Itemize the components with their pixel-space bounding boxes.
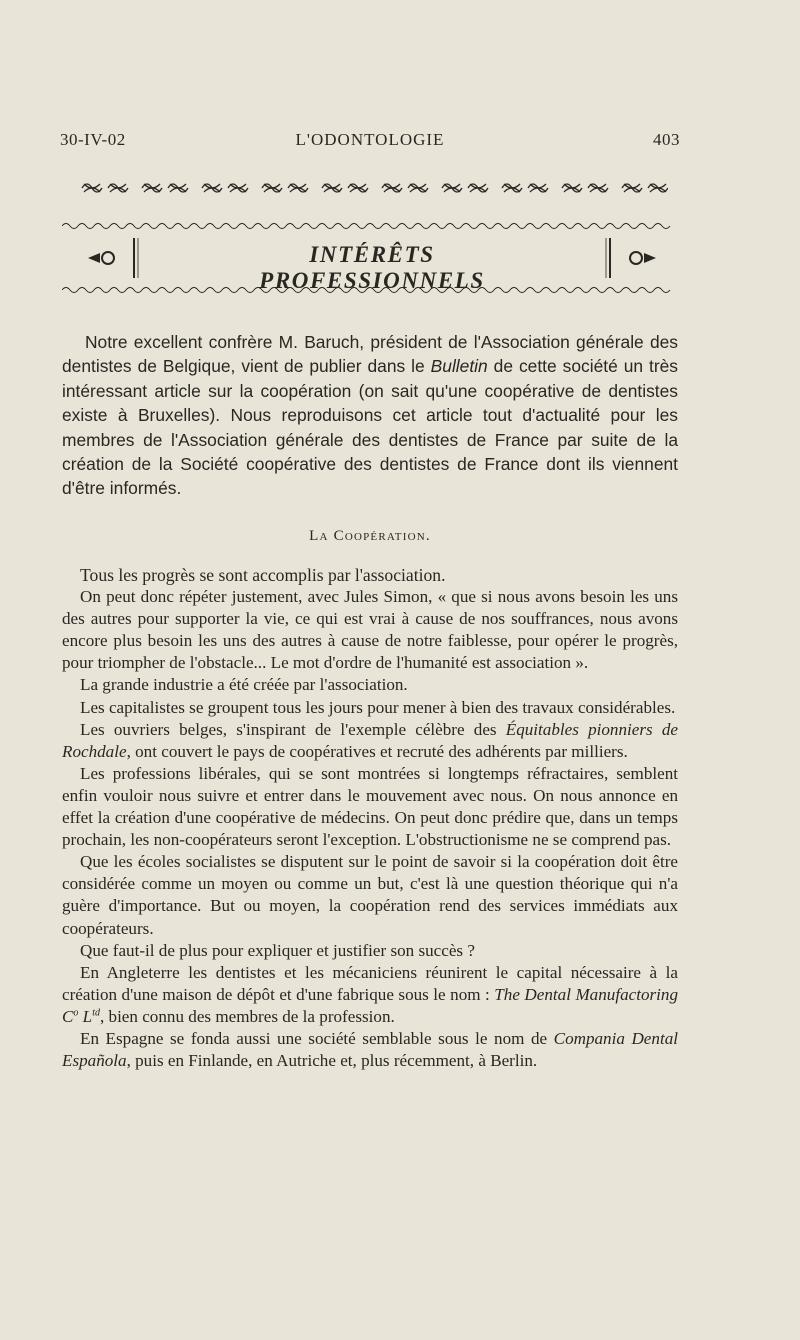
page-number: 403: [653, 130, 680, 149]
text-run: , puis en Finlande, en Autriche et, plus récemment, à Berlin.: [126, 1051, 538, 1071]
italic-run: L: [78, 1006, 93, 1026]
article-paragraph: Que faut-il de plus pour expliquer et justifier son succès ?: [80, 940, 475, 960]
text-run: En Espagne se fonda aussi une société semblable sous le nom de: [80, 1028, 554, 1048]
text-run: , ont couvert le pays de coopératives et recruté des adhérents par milliers.: [126, 741, 628, 761]
ornament-border-icon: [78, 178, 668, 198]
article-paragraph: [62, 962, 678, 1028]
italic-run: Équitables pionniers de Rochdale: [62, 719, 678, 761]
issue-date: 30-IV-02: [60, 130, 126, 149]
section-title-band: [62, 220, 682, 296]
superscript: td: [92, 1007, 100, 1019]
section-title: INTÉRÊTS PROFESSIONNELS: [259, 242, 485, 293]
intro-bulletin-italic: Bulletin: [430, 356, 488, 377]
superscript: o: [73, 1007, 79, 1019]
italic-run: Compania Dental Española: [62, 1028, 678, 1071]
article-paragraph: Que les écoles socialistes se disputent sur le point de savoir si la coopération doit être considérée comme un moyen ou comme un but, c'est là une question théorique qui n'a guère d'importance. But ou moyen, la coopération rend des services immédiats aux coopérateurs.: [62, 852, 678, 938]
intro-text-part2: de cette société un très intéressant article sur la coopération (on sait qu'une coopérative de dentistes existe à Bruxelles). Nous reproduisons cet article tout d'actualité pour les membres de l'Association générale des dentistes de France par suite de la création de la Société coopérative des dentistes de France dont ils viennent d'être informés.: [62, 356, 678, 499]
intro-paragraph: [62, 330, 678, 501]
article-paragraph: Tous les progrès se sont accomplis par l'association.: [80, 565, 446, 585]
article-paragraph: On peut donc répéter justement, avec Jules Simon, « que si nous avons besoin les uns des autres pour supporter la vie, ce qui est vrai à cause de nos souffrances, nous avons encore plus besoin les uns des autres à cause de notre faiblesse, pour opérer le progrès, pour triompher de l'obstacle... Le mot d'ordre de l'humanité est association ».: [62, 587, 678, 673]
article-paragraph: [62, 719, 678, 763]
text-run: Les ouvriers belges, s'inspirant de l'exemple célèbre des: [80, 719, 506, 739]
intro-text-part1: Notre excellent confrère M. Baruch, président de l'Association générale des dentistes de Belgique, vient de publier dans le: [62, 332, 678, 377]
article-paragraph: Les professions libérales, qui se sont montrées si longtemps réfractaires, semblent enfin vouloir nous suivre et entrer dans le mouvement avec nous. On nous annonce en effet la création d'une coopérative de médecins. On peut donc prédire que, dans un temps prochain, les non-coopérateurs seront l'exception. L'obstructionisme ne se comprend pas.: [62, 763, 678, 850]
text-run: , bien connu des membres de la profession.: [99, 1006, 395, 1026]
article-heading: La Coopération.: [309, 528, 431, 544]
italic-run: The Dental Manufactoring C: [62, 984, 678, 1026]
article-paragraph: [62, 1028, 678, 1072]
article-paragraph: Les capitalistes se groupent tous les jours pour mener à bien des travaux considérables.: [80, 697, 676, 717]
article-body: [62, 564, 678, 1072]
journal-title: L'ODONTOLOGIE: [295, 130, 445, 149]
running-header: [60, 130, 680, 154]
text-run: En Angleterre les dentistes et les mécaniciens réunirent le capital nécessaire à la création d'une maison de dépôt et d'une fabrique sous le nom :: [62, 962, 678, 1004]
article-paragraph: La grande industrie a été créée par l'association.: [80, 675, 408, 695]
